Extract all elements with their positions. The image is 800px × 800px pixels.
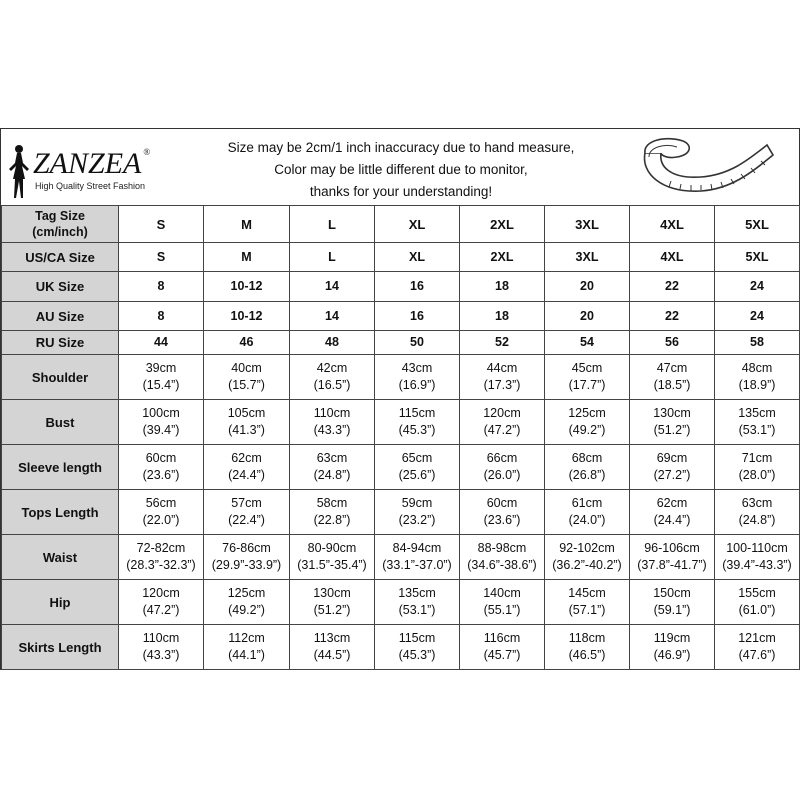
size-cell: 2XL bbox=[460, 206, 545, 243]
size-cell: 4XL bbox=[630, 243, 715, 272]
inch-value: (45.7”) bbox=[483, 648, 521, 662]
measurement-notice bbox=[196, 137, 606, 203]
size-cell: 16 bbox=[375, 272, 460, 302]
measurement-cell bbox=[630, 580, 715, 625]
size-cell: 52 bbox=[460, 331, 545, 355]
size-cell: M bbox=[204, 206, 290, 243]
size-cell: 44 bbox=[119, 331, 204, 355]
measurement-cell bbox=[545, 625, 630, 670]
row-header: Hip bbox=[2, 580, 119, 625]
cm-value: 116cm bbox=[483, 631, 521, 645]
cm-value: 71cm bbox=[741, 451, 773, 465]
measurement-cell bbox=[715, 625, 800, 670]
cm-value: 88-98cm bbox=[477, 541, 527, 555]
brand-tagline: High Quality Street Fashion bbox=[35, 181, 146, 191]
measurement-cell bbox=[204, 355, 290, 400]
row-header: US/CA Size bbox=[2, 243, 119, 272]
measurement-cell bbox=[375, 445, 460, 490]
cm-value: 130cm bbox=[653, 406, 691, 420]
inch-value: (33.1”-37.0”) bbox=[382, 558, 452, 572]
cm-value: 130cm bbox=[313, 586, 351, 600]
size-cell: 22 bbox=[630, 272, 715, 302]
inch-value: (15.7”) bbox=[228, 378, 265, 392]
size-cell: 58 bbox=[715, 331, 800, 355]
size-cell: 22 bbox=[630, 302, 715, 331]
size-cell: 48 bbox=[290, 331, 375, 355]
cm-value: 72-82cm bbox=[136, 541, 186, 555]
inch-value: (51.2”) bbox=[653, 423, 691, 437]
measurement-cell bbox=[545, 400, 630, 445]
cm-value: 63cm bbox=[316, 451, 348, 465]
inch-value: (46.5”) bbox=[568, 648, 606, 662]
measurement-cell bbox=[119, 580, 204, 625]
size-cell: 24 bbox=[715, 302, 800, 331]
size-cell: 54 bbox=[545, 331, 630, 355]
inch-value: (24.0”) bbox=[568, 513, 606, 527]
cm-value: 140cm bbox=[483, 586, 521, 600]
size-cell: 5XL bbox=[715, 206, 800, 243]
cm-value: 145cm bbox=[568, 586, 606, 600]
inch-value: (55.1”) bbox=[483, 603, 521, 617]
cm-value: 62cm bbox=[231, 451, 262, 465]
measurement-cell bbox=[290, 580, 375, 625]
size-cell: 14 bbox=[290, 272, 375, 302]
measurement-cell bbox=[119, 355, 204, 400]
measurement-cell bbox=[375, 490, 460, 535]
measurement-cell bbox=[630, 625, 715, 670]
cm-value: 115cm bbox=[398, 406, 436, 420]
inch-value: (34.6”-38.6”) bbox=[467, 558, 537, 572]
size-cell: 3XL bbox=[545, 243, 630, 272]
measurement-cell bbox=[119, 490, 204, 535]
measurement-cell bbox=[460, 400, 545, 445]
inch-value: (23.2”) bbox=[398, 513, 436, 527]
inch-value: (47.6”) bbox=[738, 648, 776, 662]
cm-value: 80-90cm bbox=[307, 541, 357, 555]
measurement-cell bbox=[460, 445, 545, 490]
inch-value: (23.6”) bbox=[142, 468, 180, 482]
measurement-cell bbox=[375, 625, 460, 670]
measurement-cell bbox=[715, 355, 800, 400]
cm-value: 63cm bbox=[741, 496, 773, 510]
size-cell: 10-12 bbox=[204, 302, 290, 331]
cm-value: 45cm bbox=[571, 361, 603, 375]
measurement-cell bbox=[715, 445, 800, 490]
measurement-cell bbox=[375, 400, 460, 445]
measurement-cell bbox=[204, 625, 290, 670]
size-cell: XL bbox=[375, 243, 460, 272]
measurement-cell bbox=[460, 355, 545, 400]
cm-value: 44cm bbox=[486, 361, 518, 375]
table-row bbox=[2, 580, 800, 625]
row-header: Waist bbox=[2, 535, 119, 580]
cm-value: 120cm bbox=[483, 406, 521, 420]
measurement-cell bbox=[715, 400, 800, 445]
cm-value: 100-110cm bbox=[726, 541, 788, 555]
row-header: Sleeve length bbox=[2, 445, 119, 490]
measurement-cell bbox=[119, 535, 204, 580]
measurement-cell bbox=[204, 490, 290, 535]
row-header: Tops Length bbox=[2, 490, 119, 535]
measuring-tape-icon bbox=[631, 133, 781, 203]
cm-value: 120cm bbox=[142, 586, 180, 600]
cm-value: 59cm bbox=[401, 496, 433, 510]
cm-value: 125cm bbox=[568, 406, 606, 420]
inch-value: (22.4”) bbox=[228, 513, 265, 527]
row-header: UK Size bbox=[2, 272, 119, 302]
inch-value: (53.1”) bbox=[738, 423, 776, 437]
inch-value: (16.9”) bbox=[398, 378, 436, 392]
measurement-cell bbox=[119, 400, 204, 445]
cm-value: 118cm bbox=[568, 631, 606, 645]
measurement-cell bbox=[290, 535, 375, 580]
inch-value: (24.4”) bbox=[228, 468, 265, 482]
cm-value: 48cm bbox=[741, 361, 773, 375]
size-cell: 18 bbox=[460, 272, 545, 302]
size-cell: 8 bbox=[119, 302, 204, 331]
cm-value: 60cm bbox=[486, 496, 518, 510]
measurement-cell bbox=[290, 400, 375, 445]
cm-value: 121cm bbox=[738, 631, 776, 645]
table-row bbox=[2, 535, 800, 580]
inch-value: (59.1”) bbox=[653, 603, 691, 617]
size-cell: M bbox=[204, 243, 290, 272]
inch-value: (45.3”) bbox=[398, 423, 436, 437]
measurement-cell bbox=[545, 490, 630, 535]
cm-value: 65cm bbox=[401, 451, 433, 465]
size-cell: 20 bbox=[545, 272, 630, 302]
inch-value: (46.9”) bbox=[653, 648, 691, 662]
inch-value: (24.4”) bbox=[653, 513, 691, 527]
cm-value: 92-102cm bbox=[559, 541, 615, 555]
cm-value: 43cm bbox=[401, 361, 433, 375]
inch-value: (22.8”) bbox=[313, 513, 351, 527]
inch-value: (26.8”) bbox=[568, 468, 606, 482]
cm-value: 135cm bbox=[738, 406, 776, 420]
cm-value: 125cm bbox=[227, 586, 266, 600]
size-cell: 20 bbox=[545, 302, 630, 331]
inch-value: (28.3”-32.3”) bbox=[126, 558, 196, 572]
cm-value: 76-86cm bbox=[222, 541, 271, 555]
cm-value: 66cm bbox=[486, 451, 518, 465]
size-cell: 3XL bbox=[545, 206, 630, 243]
inch-value: (24.8”) bbox=[313, 468, 351, 482]
measurement-cell bbox=[715, 580, 800, 625]
size-cell: 56 bbox=[630, 331, 715, 355]
row-header: Bust bbox=[2, 400, 119, 445]
measurement-cell bbox=[204, 400, 290, 445]
measurement-cell bbox=[204, 535, 290, 580]
inch-value: (37.8”-41.7”) bbox=[637, 558, 707, 572]
table-row bbox=[2, 302, 800, 331]
cm-value: 68cm bbox=[571, 451, 603, 465]
size-cell: 16 bbox=[375, 302, 460, 331]
row-header: Tag Size (cm/inch) bbox=[2, 206, 119, 243]
inch-value: (43.3”) bbox=[313, 423, 351, 437]
size-cell: 10-12 bbox=[204, 272, 290, 302]
inch-value: (23.6”) bbox=[483, 513, 521, 527]
table-row bbox=[2, 625, 800, 670]
inch-value: (51.2”) bbox=[313, 603, 351, 617]
measurement-cell bbox=[545, 445, 630, 490]
cm-value: 39cm bbox=[145, 361, 177, 375]
measurement-cell bbox=[630, 355, 715, 400]
cm-value: 119cm bbox=[653, 631, 691, 645]
cm-value: 40cm bbox=[231, 361, 262, 375]
measurement-cell bbox=[545, 535, 630, 580]
cm-value: 110cm bbox=[142, 631, 180, 645]
inch-value: (39.4”-43.3”) bbox=[722, 558, 792, 572]
measurement-cell bbox=[630, 535, 715, 580]
measurement-cell bbox=[290, 355, 375, 400]
inch-value: (47.2”) bbox=[142, 603, 180, 617]
size-cell: 46 bbox=[204, 331, 290, 355]
table-row bbox=[2, 445, 800, 490]
row-header: RU Size bbox=[2, 331, 119, 355]
inch-value: (15.4”) bbox=[142, 378, 180, 392]
cm-value: 47cm bbox=[656, 361, 688, 375]
inch-value: (61.0”) bbox=[738, 603, 776, 617]
cm-value: 58cm bbox=[316, 496, 348, 510]
inch-value: (53.1”) bbox=[398, 603, 436, 617]
measurement-cell bbox=[460, 535, 545, 580]
inch-value: (36.2”-40.2”) bbox=[552, 558, 622, 572]
chart-header bbox=[1, 129, 799, 205]
inch-value: (49.2”) bbox=[228, 603, 265, 617]
inch-value: (49.2”) bbox=[568, 423, 606, 437]
table-row bbox=[2, 355, 800, 400]
inch-value: (16.5”) bbox=[313, 378, 351, 392]
measurement-cell bbox=[630, 490, 715, 535]
cm-value: 113cm bbox=[313, 631, 351, 645]
measurement-cell bbox=[545, 580, 630, 625]
measurement-cell bbox=[290, 625, 375, 670]
cm-value: 57cm bbox=[231, 496, 262, 510]
inch-value: (31.5”-35.4”) bbox=[297, 558, 367, 572]
inch-value: (18.9”) bbox=[738, 378, 776, 392]
measurement-cell bbox=[204, 445, 290, 490]
inch-value: (27.2”) bbox=[653, 468, 691, 482]
inch-value: (44.1”) bbox=[228, 648, 265, 662]
cm-value: 62cm bbox=[656, 496, 688, 510]
brand-logo bbox=[5, 135, 195, 201]
inch-value: (57.1”) bbox=[568, 603, 606, 617]
cm-value: 150cm bbox=[653, 586, 691, 600]
measurement-cell bbox=[460, 490, 545, 535]
table-row bbox=[2, 243, 800, 272]
size-cell: S bbox=[119, 206, 204, 243]
cm-value: 56cm bbox=[145, 496, 177, 510]
notice-line-3: thanks for your understanding! bbox=[309, 184, 493, 199]
measurement-cell bbox=[375, 535, 460, 580]
cm-value: 115cm bbox=[398, 631, 436, 645]
size-cell: 4XL bbox=[630, 206, 715, 243]
cm-value: 96-106cm bbox=[644, 541, 700, 555]
cm-value: 42cm bbox=[316, 361, 348, 375]
inch-value: (25.6”) bbox=[398, 468, 436, 482]
measurement-cell bbox=[630, 400, 715, 445]
measurement-cell bbox=[545, 355, 630, 400]
cm-value: 69cm bbox=[656, 451, 688, 465]
woman-silhouette-icon bbox=[5, 143, 35, 201]
inch-value: (17.7”) bbox=[568, 378, 606, 392]
inch-value: (44.5”) bbox=[313, 648, 351, 662]
size-table bbox=[1, 205, 800, 670]
inch-value: (18.5”) bbox=[653, 378, 691, 392]
measurement-cell bbox=[715, 490, 800, 535]
size-cell: 2XL bbox=[460, 243, 545, 272]
size-cell: 18 bbox=[460, 302, 545, 331]
inch-value: (24.8”) bbox=[738, 513, 776, 527]
inch-value: (29.9”-33.9”) bbox=[211, 558, 282, 572]
measurement-cell bbox=[119, 445, 204, 490]
measurement-cell bbox=[630, 445, 715, 490]
measurement-cell bbox=[375, 580, 460, 625]
inch-value: (28.0”) bbox=[738, 468, 776, 482]
measurement-cell bbox=[119, 625, 204, 670]
size-cell: 14 bbox=[290, 302, 375, 331]
inch-value: (41.3”) bbox=[228, 423, 265, 437]
cm-value: 135cm bbox=[398, 586, 436, 600]
cm-value: 105cm bbox=[227, 406, 266, 420]
table-row bbox=[2, 400, 800, 445]
cm-value: 84-94cm bbox=[392, 541, 442, 555]
measurement-cell bbox=[375, 355, 460, 400]
table-row bbox=[2, 272, 800, 302]
notice-line-1: Size may be 2cm/1 inch inaccuracy due to hand measure, bbox=[227, 140, 575, 155]
size-cell: L bbox=[290, 206, 375, 243]
row-header: Skirts Length bbox=[2, 625, 119, 670]
brand-name bbox=[33, 147, 150, 181]
inch-value: (17.3”) bbox=[483, 378, 521, 392]
cm-value: 110cm bbox=[313, 406, 351, 420]
size-chart bbox=[0, 128, 800, 670]
measurement-cell bbox=[460, 625, 545, 670]
cm-value: 61cm bbox=[571, 496, 603, 510]
cm-value: 60cm bbox=[145, 451, 177, 465]
cm-value: 100cm bbox=[142, 406, 180, 420]
brand-name-text: ZANZEA bbox=[33, 147, 142, 180]
measurement-cell bbox=[204, 580, 290, 625]
measurement-cell bbox=[290, 490, 375, 535]
size-cell: 50 bbox=[375, 331, 460, 355]
size-cell: 5XL bbox=[715, 243, 800, 272]
table-row bbox=[2, 490, 800, 535]
row-header: Shoulder bbox=[2, 355, 119, 400]
row-header: AU Size bbox=[2, 302, 119, 331]
inch-value: (26.0”) bbox=[483, 468, 521, 482]
measurement-cell bbox=[290, 445, 375, 490]
inch-value: (39.4”) bbox=[142, 423, 180, 437]
notice-line-2: Color may be little different due to monitor, bbox=[274, 162, 528, 177]
table-row bbox=[2, 206, 800, 243]
inch-value: (43.3”) bbox=[142, 648, 180, 662]
inch-value: (45.3”) bbox=[398, 648, 436, 662]
size-cell: XL bbox=[375, 206, 460, 243]
size-cell: S bbox=[119, 243, 204, 272]
registered-mark: ® bbox=[143, 147, 151, 157]
cm-value: 112cm bbox=[228, 631, 265, 645]
measurement-cell bbox=[460, 580, 545, 625]
size-cell: 24 bbox=[715, 272, 800, 302]
inch-value: (22.0”) bbox=[142, 513, 180, 527]
inch-value: (47.2”) bbox=[483, 423, 521, 437]
table-row bbox=[2, 331, 800, 355]
measurement-cell bbox=[715, 535, 800, 580]
size-cell: L bbox=[290, 243, 375, 272]
cm-value: 155cm bbox=[738, 586, 776, 600]
size-cell: 8 bbox=[119, 272, 204, 302]
